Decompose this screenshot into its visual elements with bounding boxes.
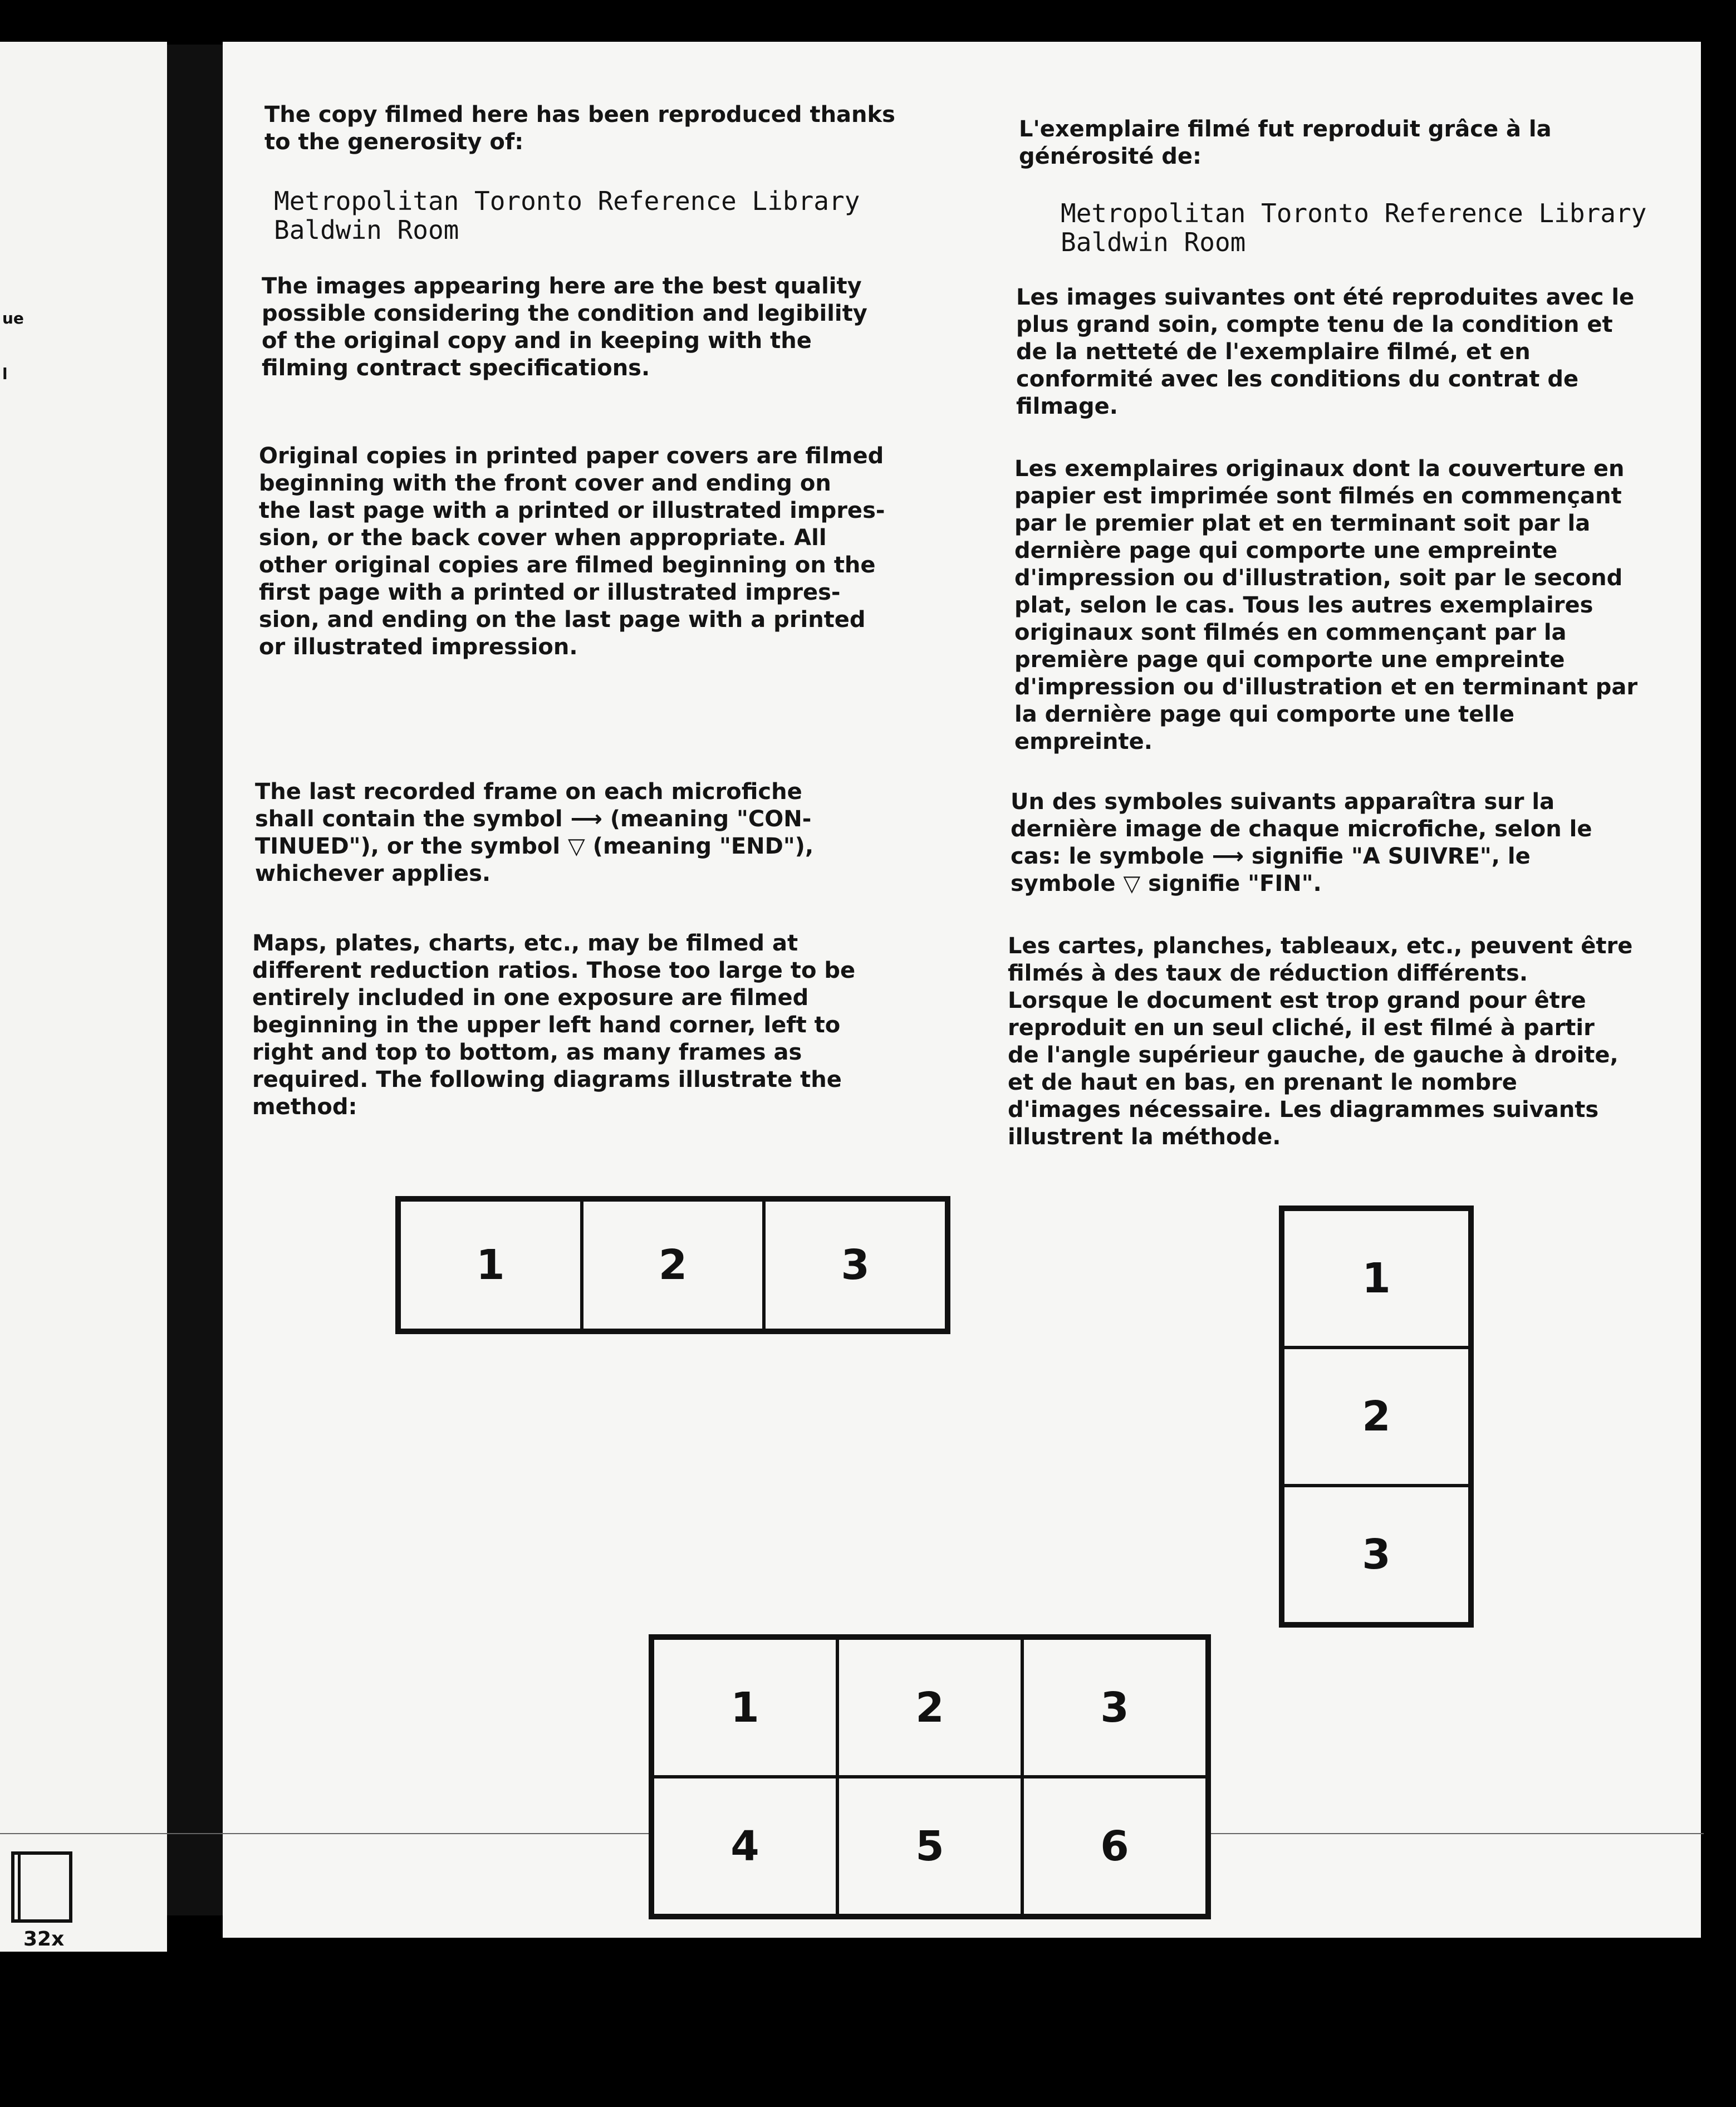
text-line: originaux sont filmés en commençant par la bbox=[1014, 620, 1567, 645]
text-line: par le premier plat et en terminant soit par la bbox=[1014, 511, 1591, 536]
text-line: of the original copy and in keeping with the bbox=[262, 328, 812, 354]
en-symbol-paragraph bbox=[255, 778, 813, 888]
text-line: cas: le symbole ⟶ signifie "A SUIVRE", le bbox=[1011, 844, 1531, 869]
text-line: Les exemplaires originaux dont la couverture en bbox=[1014, 456, 1625, 482]
en-thanks-paragraph bbox=[264, 101, 895, 156]
text-line: plat, selon le cas. Tous les autres exemplaires bbox=[1014, 592, 1593, 618]
text-line: The last recorded frame on each microfiche bbox=[255, 779, 802, 805]
text-line: empreinte. bbox=[1014, 729, 1153, 754]
text-line: de l'angle supérieur gauche, de gauche à droite, bbox=[1008, 1042, 1619, 1068]
text-line: filming contract specifications. bbox=[262, 355, 650, 381]
text-line: Les images suivantes ont été reproduites avec le bbox=[1016, 285, 1635, 310]
text-line: première page qui comporte une empreinte bbox=[1014, 647, 1565, 673]
text-line: sion, and ending on the last page with a printed bbox=[259, 607, 866, 633]
text-line: Lorsque le document est trop grand pour être bbox=[1008, 988, 1586, 1013]
edge-fragment-text-2: l bbox=[2, 365, 8, 383]
frame-cell: 5 bbox=[837, 1777, 1022, 1915]
text-line: other original copies are filmed beginning on the bbox=[259, 552, 876, 578]
text-line: beginning with the front cover and ending on bbox=[259, 471, 831, 496]
text-line: filmés à des taux de réduction différents. bbox=[1008, 961, 1528, 986]
frame-cell: 1 bbox=[399, 1200, 582, 1330]
en-library-name: Metropolitan Toronto Reference Library Baldwin Room bbox=[274, 186, 860, 245]
text-line: générosité de: bbox=[1019, 144, 1202, 169]
text-line: illustrent la méthode. bbox=[1008, 1124, 1281, 1150]
fr-symbol-paragraph bbox=[1011, 788, 1592, 898]
text-line: d'impression ou d'illustration, soit par le second bbox=[1014, 565, 1623, 591]
text-line: to the generosity of: bbox=[264, 129, 524, 155]
text-line: la dernière page qui comporte une telle bbox=[1014, 702, 1514, 727]
text-line: conformité avec les conditions du contrat de bbox=[1016, 366, 1579, 392]
text-line: de la netteté de l'exemplaire filmé, et en bbox=[1016, 339, 1531, 365]
text-line: the last page with a printed or illustrated impres- bbox=[259, 498, 885, 523]
frame-cell: 2 bbox=[582, 1200, 764, 1330]
frame-cell: 1 bbox=[653, 1638, 837, 1777]
text-line: dernière page qui comporte une empreinte bbox=[1014, 538, 1558, 564]
en-maps-paragraph bbox=[252, 930, 855, 1121]
text-line: Maps, plates, charts, etc., may be filmed at bbox=[252, 930, 798, 956]
fr-originals-paragraph bbox=[1014, 455, 1637, 756]
text-line: TINUED"), or the symbol ▽ (meaning "END"), bbox=[255, 834, 814, 859]
diagram-horizontal-frames bbox=[395, 1196, 950, 1334]
text-line: or illustrated impression. bbox=[259, 634, 578, 660]
previous-page-sliver bbox=[0, 42, 167, 1952]
text-line: dernière image de chaque microfiche, selon le bbox=[1011, 816, 1592, 842]
text-line: beginning in the upper left hand corner, left to bbox=[252, 1012, 841, 1038]
frame-cell: 1 bbox=[1283, 1209, 1470, 1347]
frame-cell: 3 bbox=[764, 1200, 947, 1330]
text-line: symbole ▽ signifie "FIN". bbox=[1011, 871, 1322, 896]
text-line: filmage. bbox=[1016, 394, 1118, 419]
frame-cell: 2 bbox=[1283, 1347, 1470, 1486]
text-line: entirely included in one exposure are filmed bbox=[252, 985, 809, 1011]
text-line: The copy filmed here has been reproduced thanks bbox=[264, 102, 895, 128]
diagram-vertical-frames bbox=[1279, 1206, 1474, 1628]
text-line: d'impression ou d'illustration et en terminant par bbox=[1014, 674, 1638, 700]
frame-cell: 4 bbox=[653, 1777, 837, 1915]
text-line: Un des symboles suivants apparaîtra sur la bbox=[1011, 789, 1555, 815]
edge-fragment-text: ue bbox=[2, 309, 24, 327]
frame-cell: 3 bbox=[1022, 1638, 1207, 1777]
text-line: Les cartes, planches, tableaux, etc., peuvent être bbox=[1008, 933, 1633, 959]
text-line: papier est imprimée sont filmés en commençant bbox=[1014, 483, 1622, 509]
diagram-grid-frames bbox=[649, 1634, 1211, 1919]
reduction-ratio-label: 32x bbox=[23, 1928, 65, 1951]
en-quality-paragraph bbox=[262, 273, 867, 382]
text-line: reproduit en un seul cliché, il est filmé à partir bbox=[1008, 1015, 1595, 1041]
frame-cell: 2 bbox=[837, 1638, 1022, 1777]
text-line: different reduction ratios. Those too large to be bbox=[252, 958, 856, 983]
text-line: whichever applies. bbox=[255, 861, 491, 886]
binding-spine bbox=[167, 45, 228, 1915]
text-line: et de haut en bas, en prenant le nombre bbox=[1008, 1070, 1517, 1095]
text-line: method: bbox=[252, 1094, 357, 1120]
text-line: required. The following diagrams illustrate the bbox=[252, 1067, 842, 1092]
frame-cell: 3 bbox=[1283, 1486, 1470, 1624]
text-line: right and top to bottom, as many frames as bbox=[252, 1040, 802, 1065]
text-line: shall contain the symbol ⟶ (meaning "CON- bbox=[255, 806, 812, 832]
text-line: sion, or the back cover when appropriate. All bbox=[259, 525, 827, 551]
fr-maps-paragraph bbox=[1008, 933, 1632, 1151]
fr-library-name: Metropolitan Toronto Reference Library Baldwin Room bbox=[1061, 198, 1647, 257]
en-originals-paragraph bbox=[259, 443, 885, 661]
text-line: possible considering the condition and legibility bbox=[262, 301, 867, 326]
frame-cell: 6 bbox=[1022, 1777, 1207, 1915]
fr-quality-paragraph bbox=[1016, 284, 1634, 420]
text-line: L'exemplaire filmé fut reproduit grâce à la bbox=[1019, 116, 1552, 142]
text-line: first page with a printed or illustrated impres- bbox=[259, 580, 841, 605]
text-line: Original copies in printed paper covers are filmed bbox=[259, 443, 884, 469]
partial-frame-box bbox=[11, 1851, 72, 1923]
text-line: The images appearing here are the best quality bbox=[262, 273, 862, 299]
text-line: d'images nécessaire. Les diagrammes suivants bbox=[1008, 1097, 1599, 1123]
fr-thanks-paragraph bbox=[1019, 116, 1552, 170]
text-line: plus grand soin, compte tenu de la condition et bbox=[1016, 312, 1613, 337]
